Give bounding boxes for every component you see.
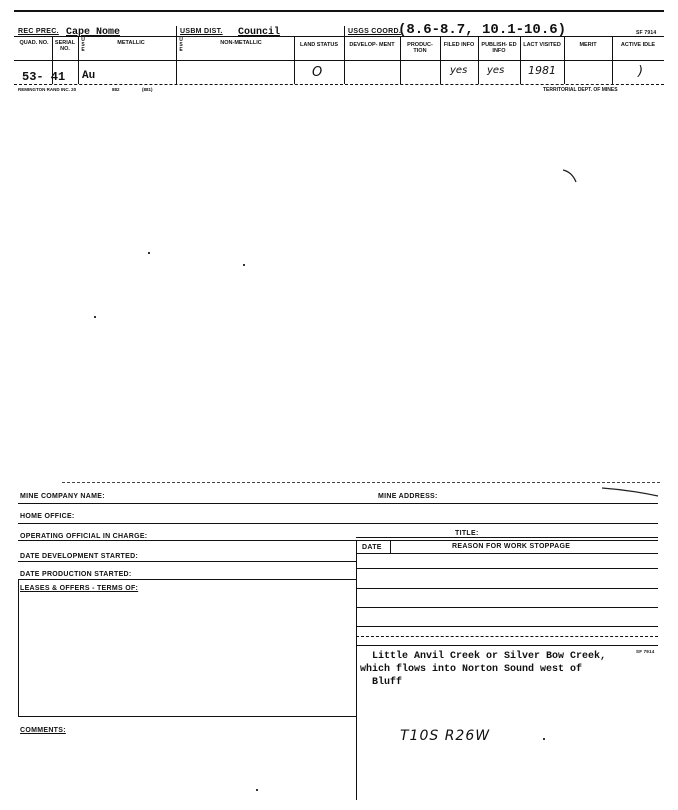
speck <box>256 789 258 791</box>
land-status-header: LAND STATUS <box>300 42 338 48</box>
quad-serial-value: 53- 41 <box>22 70 66 84</box>
form-top-edge <box>62 482 660 483</box>
land-status-value: O <box>312 65 323 80</box>
non-metallic-header: NON-METALLIC <box>220 40 262 46</box>
home-office-label: HOME OFFICE: <box>20 513 75 520</box>
comments-label: COMMENTS: <box>20 727 66 734</box>
use-header-metallic: U S E <box>81 37 85 53</box>
date-production-started-label: DATE PRODUCTION STARTED: <box>20 571 132 578</box>
date-development-started-label: DATE DEVELOPMENT STARTED: <box>20 553 139 560</box>
usgs-coord-value: (8.6-8.7, 10.1-10.6) <box>398 22 567 38</box>
mine-address-label: MINE ADDRESS: <box>378 493 438 500</box>
operating-official-label: OPERATING OFFICIAL IN CHARGE: <box>20 533 148 540</box>
form-code: SF 7914 <box>636 30 657 36</box>
usbm-dist-label: USBM DIST. <box>180 28 223 35</box>
filed-info-header: FILED INFO <box>443 42 475 48</box>
active-idle-header: ACTIVE IDLE <box>620 42 656 48</box>
date-column-header: DATE <box>362 544 382 551</box>
usgs-coord-label: USGS COORD. <box>348 28 402 35</box>
published-info-header: PUBLISH- ED INFO <box>481 42 517 54</box>
usbm-dist-value: Council <box>238 27 281 38</box>
note-line-1: Little Anvil Creek or Silver Bow Creek, <box>372 651 607 662</box>
last-visited-header: LACT VISITED <box>523 42 561 48</box>
printer-code-1: 882 <box>112 87 120 92</box>
printer-label: REMINGTON RAND INC. 20 <box>18 87 77 92</box>
speck <box>243 264 245 266</box>
quad-no-header: QUAD. NO. <box>19 40 49 46</box>
reason-dashed-row <box>356 636 658 637</box>
filed-info-value: yes <box>450 65 468 76</box>
serial-no-header: SERIAL NO. <box>54 40 76 52</box>
department-label: TERRITORIAL DEPT. OF MINES <box>543 87 618 93</box>
mine-company-name-label: MINE COMPANY NAME: <box>20 493 105 500</box>
note-line-3: Bluff <box>372 677 403 688</box>
speck <box>94 316 96 318</box>
published-info-value: yes <box>487 65 505 76</box>
leases-offers-label: LEASES & OFFERS - TERMS OF: <box>20 585 139 592</box>
active-idle-value: ) <box>638 64 644 79</box>
form-top-curl <box>600 484 660 498</box>
metallic-value: Au <box>82 70 96 82</box>
reason-column-header: REASON FOR WORK STOPPAGE <box>452 543 571 550</box>
speck <box>543 738 545 740</box>
back-form-code: SF 7914 <box>636 649 655 654</box>
note-line-2: which flows into Norton Sound west of <box>360 664 583 675</box>
metallic-header: METALLIC <box>117 40 145 46</box>
rec-prec-label: REC PREC. <box>18 28 59 35</box>
speck <box>148 252 150 254</box>
last-visited-value: 1981 <box>528 64 556 77</box>
rec-prec-value: Cape Nome <box>66 27 121 38</box>
card-bottom-rule <box>14 84 664 85</box>
use-header-non-metallic: U S E <box>179 37 183 53</box>
merit-header: MERIT <box>579 42 597 48</box>
stray-pen-mark <box>560 166 580 186</box>
printer-code-2: (881) <box>142 87 153 92</box>
title-label: TITLE: <box>455 530 479 537</box>
production-header: PRODUC- TION <box>407 42 433 54</box>
development-header: DEVELOP- MENT <box>349 42 395 48</box>
handwritten-township-range: T10S R26W <box>400 728 491 744</box>
